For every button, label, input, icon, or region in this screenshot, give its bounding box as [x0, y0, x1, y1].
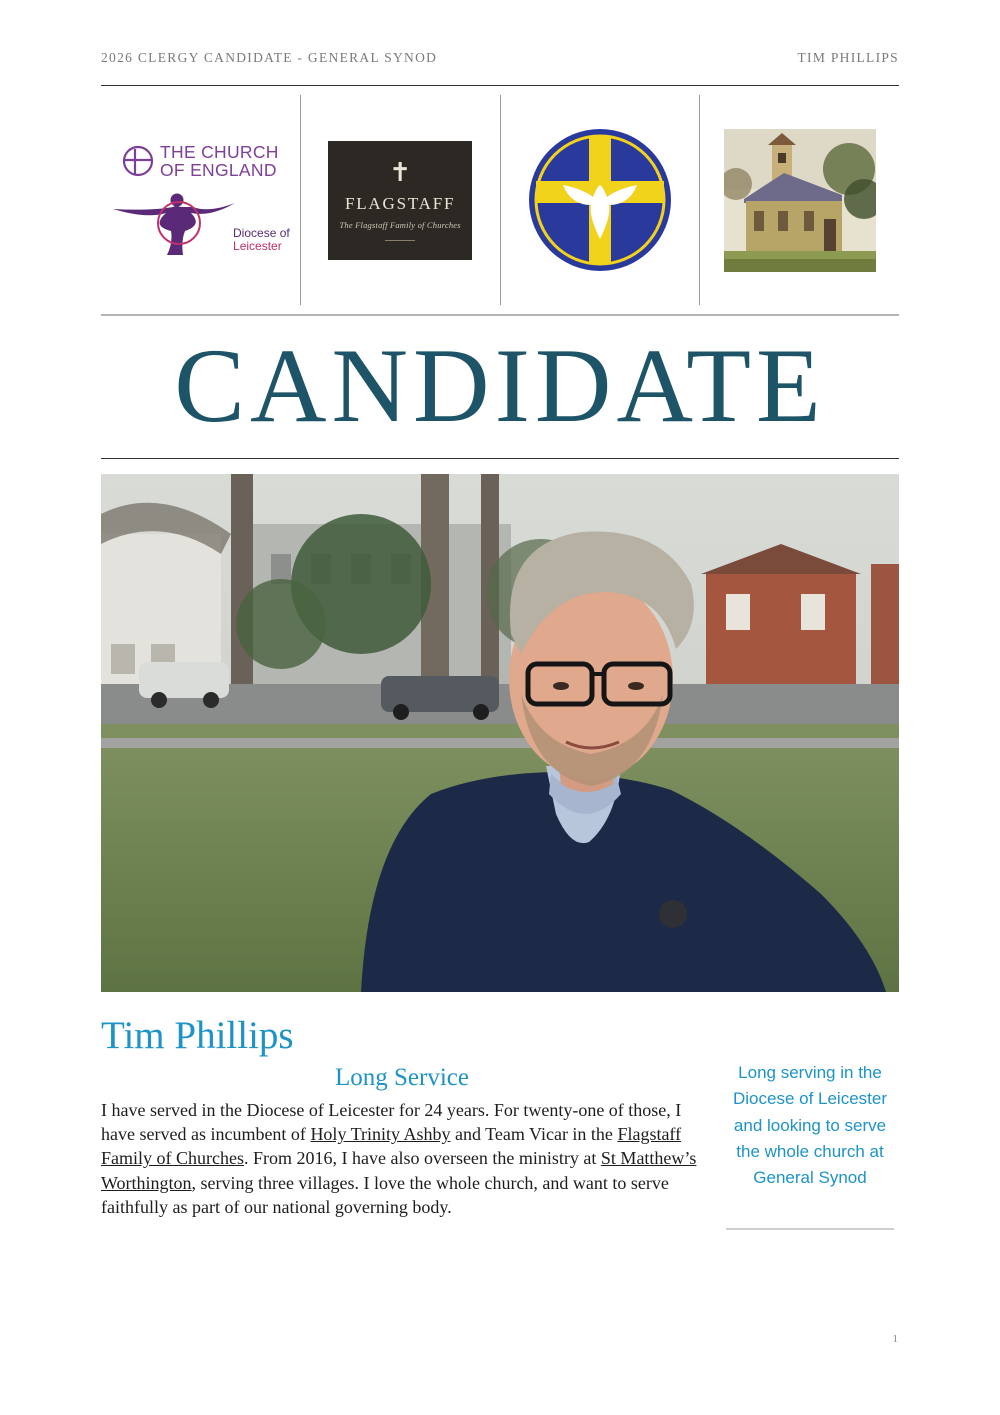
dove-cross-roundel-icon [527, 127, 673, 273]
link-flagstaff-family[interactable]: Flagstaff Family of Churches [101, 1124, 682, 1169]
flagstaff-logo-cell [300, 95, 500, 305]
cross-icon: ✝ [389, 157, 412, 188]
church-of-england-cross-icon [122, 145, 154, 177]
section-heading: Long Service [335, 1064, 469, 1091]
diocese-of-leicester-figure-icon [111, 191, 241, 257]
logo-rule [101, 314, 899, 316]
coe-line2: OF ENGLAND [160, 160, 277, 180]
running-header [101, 50, 899, 66]
body-text-2: and Team Vicar in the [450, 1124, 618, 1145]
candidate-name: Tim Phillips [101, 1014, 294, 1057]
church-watercolour-painting [724, 129, 876, 272]
flagstaff-rule [385, 240, 415, 241]
page-title: CANDIDATE [174, 327, 826, 444]
title-rule [101, 458, 899, 459]
header-right: TIM PHILLIPS [797, 50, 899, 65]
flagstaff-name: FLAGSTAFF [344, 193, 456, 213]
body-text-1: I have served in the Diocese of Leicester for 24 years. For twenty-one of those, I have served as incumbent of [101, 1100, 682, 1145]
coe-logo-cell [101, 95, 300, 305]
roundel-logo-cell [500, 95, 700, 305]
page-number: 1 [892, 1333, 898, 1345]
dol-line1: Diocese of [233, 226, 290, 240]
church-of-england-logo [122, 143, 279, 179]
body-text-4: , serving three villages. I love the whole church, and want to serve faithfully as part of our national governing body. [101, 1172, 669, 1217]
candidate-portrait-photo [101, 474, 899, 992]
body-text-3: . From 2016, I have also overseen the ministry at [243, 1148, 601, 1169]
coe-line1: THE CHURCH [160, 142, 279, 162]
pullquote: Long serving in the Diocese of Leicester and looking to serve the whole church at General Synod [732, 1063, 888, 1188]
painting-cell [699, 95, 899, 305]
header-rule [101, 85, 899, 86]
body-paragraph [101, 1098, 703, 1219]
link-st-matthews-worthington[interactable]: St Matthew’s Worthington [101, 1148, 697, 1193]
pullquote-rule [726, 1228, 894, 1230]
diocese-of-leicester-logo [111, 191, 290, 257]
flagstaff-tagline: The Flagstaff Family of Churches [339, 219, 461, 230]
flagstaff-logo [328, 141, 472, 260]
logo-row [101, 95, 899, 305]
dol-line2: Leicester [233, 239, 282, 253]
link-holy-trinity-ashby[interactable]: Holy Trinity Ashby [310, 1124, 451, 1145]
header-left: 2026 CLERGY CANDIDATE - GENERAL SYNOD [101, 50, 438, 65]
